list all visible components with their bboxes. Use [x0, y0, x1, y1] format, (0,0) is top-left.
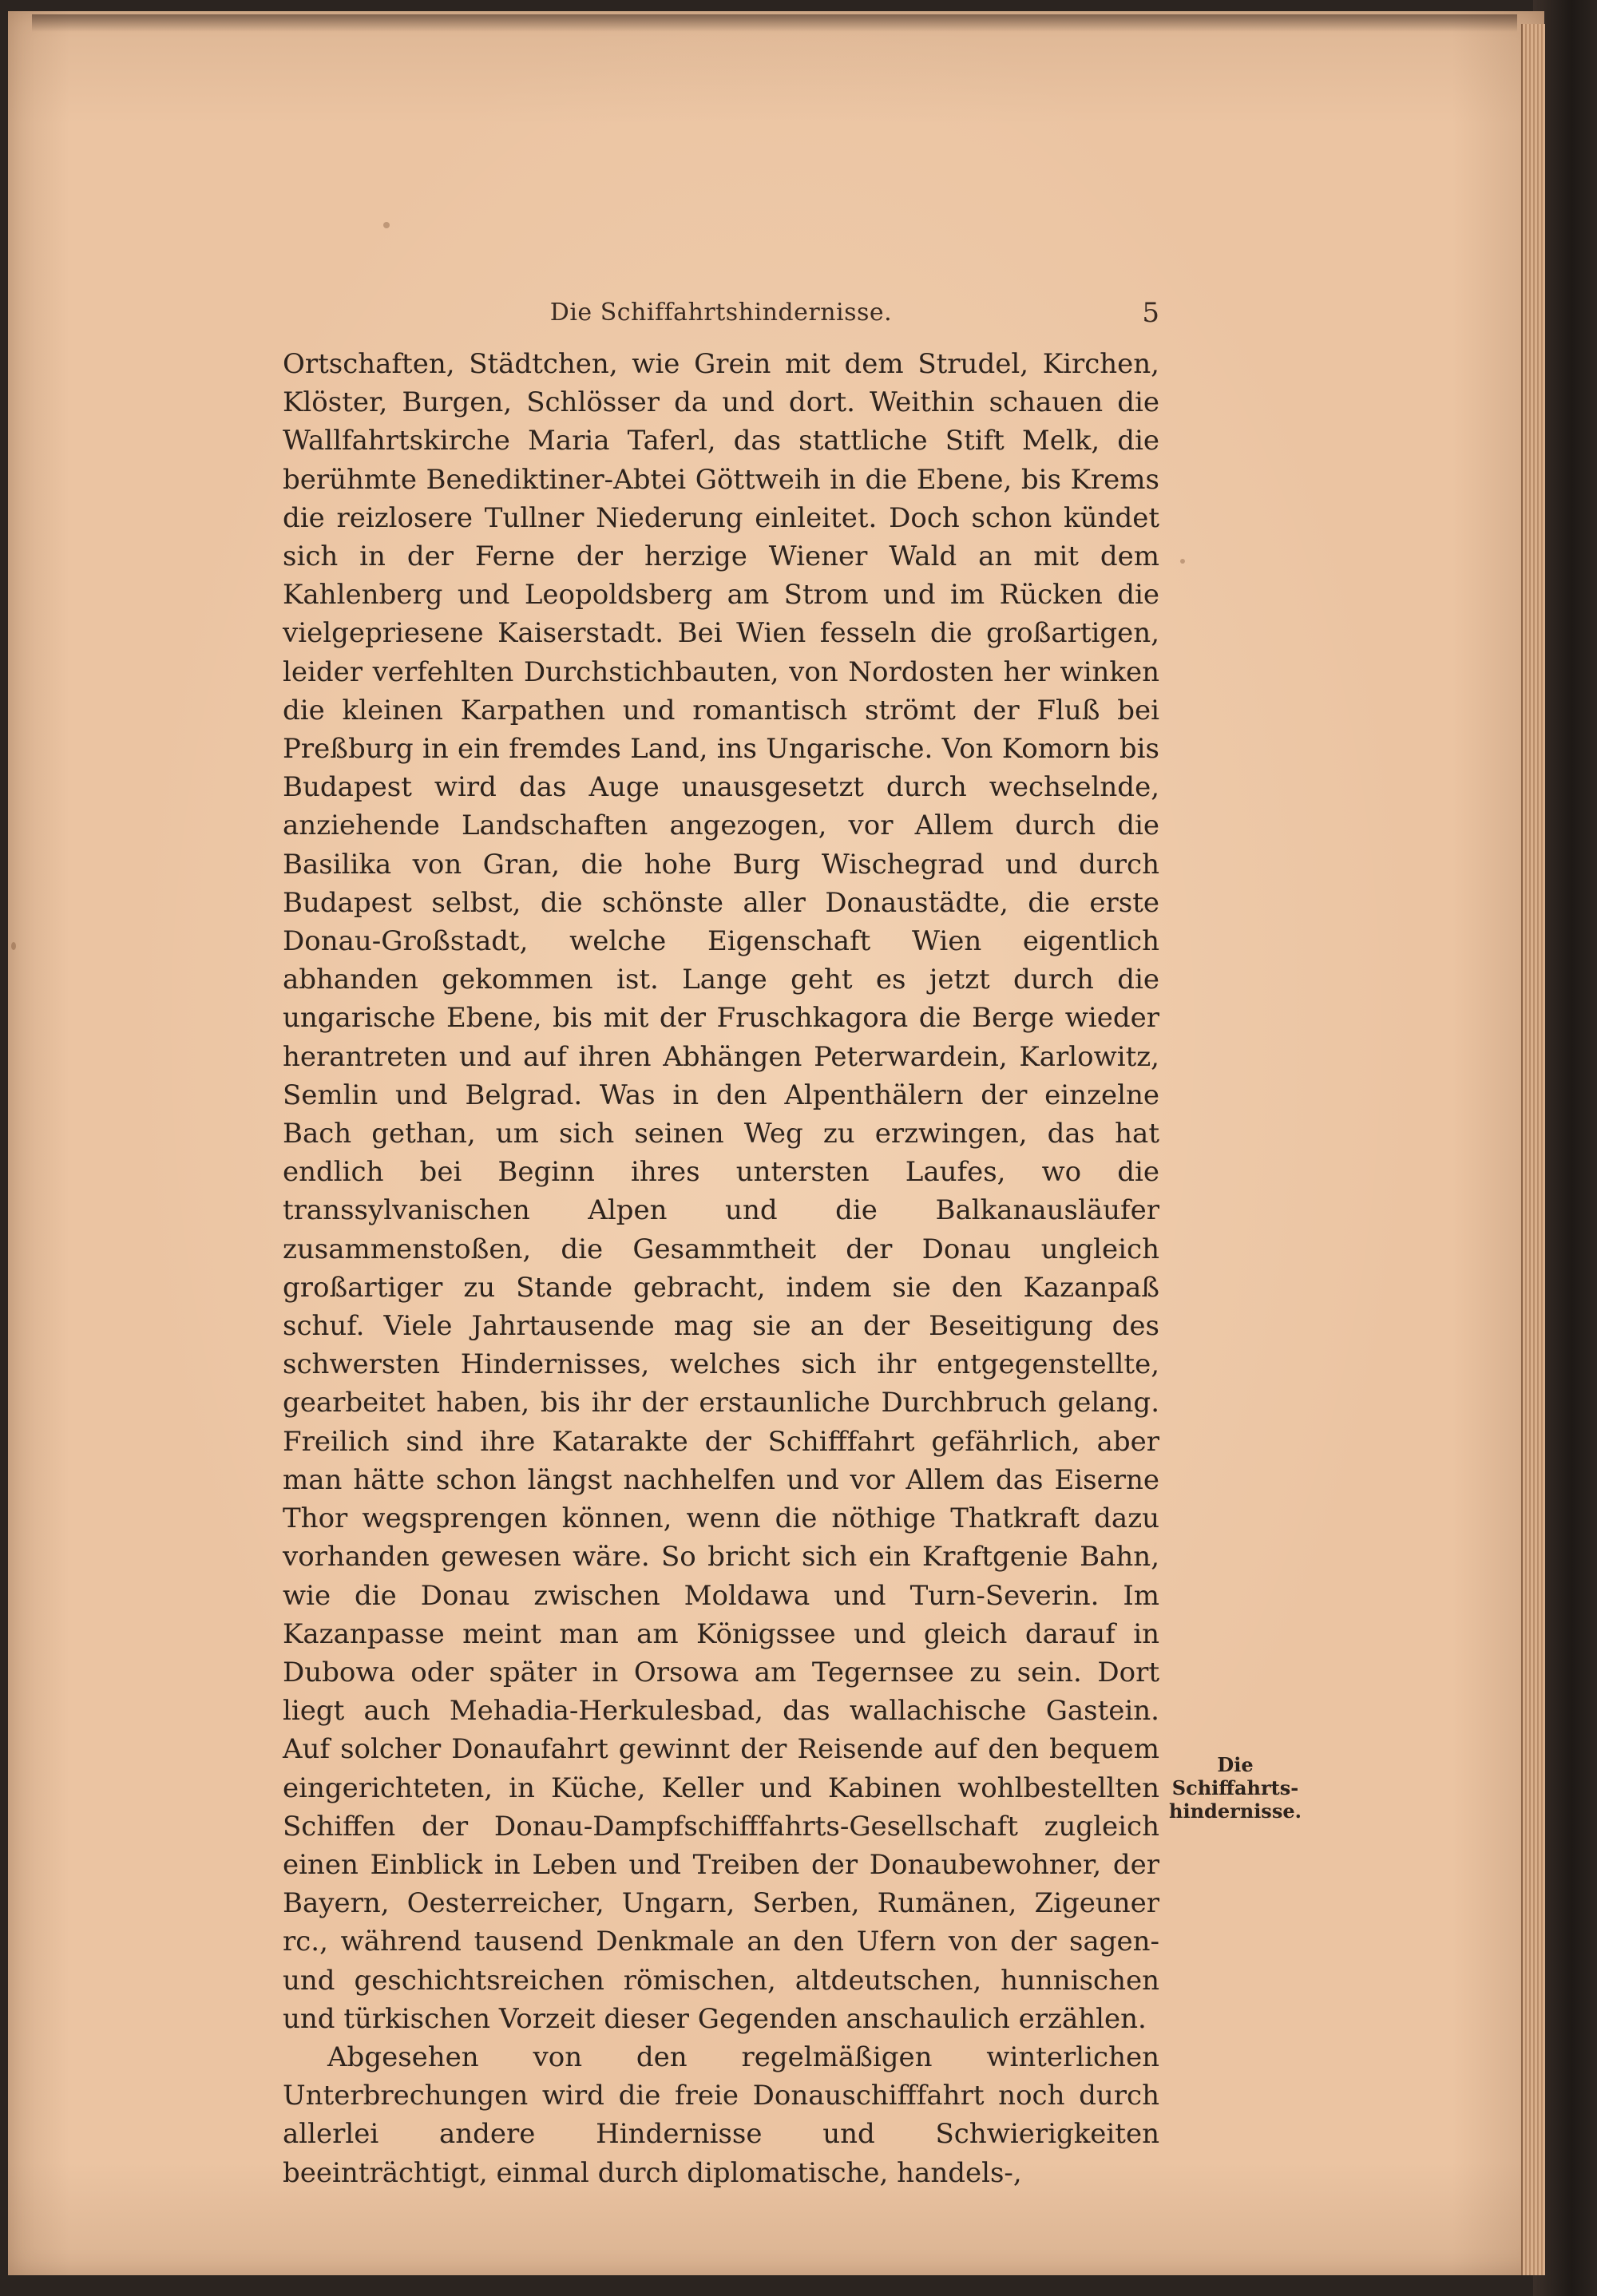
paper-spot	[1180, 559, 1185, 564]
body-text	[283, 345, 1159, 2192]
page-edge-stack	[1521, 24, 1545, 2275]
page-number: 5	[1142, 297, 1159, 329]
binding-shadow	[32, 14, 1517, 32]
running-head: Die Schiffahrtshindernisse.	[549, 299, 893, 327]
marginal-note: Die Schiffahrts-hindernisse.	[1169, 1753, 1302, 1823]
paragraph: Abgesehen von den regelmäßigen winterlichen Unterbrechungen wird die freie Donauschifffahrt noch durch allerlei andere Hindernisse und Schwierigkeiten beeinträchtigt, einmal durch diplomatische, handels-,	[283, 2041, 1159, 2189]
paper-spot	[11, 942, 16, 950]
page-header	[283, 299, 1159, 331]
paper-spot	[383, 222, 390, 228]
paragraph-continued: Ortschaften, Städtchen, wie Grein mit dem Strudel, Kirchen, Klöster, Burgen, Schlösser da und dort. Weithin schauen die Wallfahrtskirche Maria Taferl, das stattliche Stift Melk, die berühmte Benediktiner-Abtei Göttweih in die Ebene, bis Krems die reizlosere Tullner Niederung einleitet. Doch schon kündet sich in der Ferne der herzige Wiener Wald an mit dem Kahlenberg und Leopoldsberg am Strom und im Rücken die vielgepriesene Kaiserstadt. Bei Wien fesseln die großartigen, leider verfehlten Durchstichbauten, von Nordosten her winken die kleinen Karpathen und romantisch strömt der Fluß bei Preßburg in ein fremdes Land, ins Ungarische. Von Komorn bis Budapest wird das Auge unausgesetzt durch wechselnde, anziehende Landschaften angezogen, vor Allem durch die Basilika von Gran, die hohe Burg Wischegrad und durch Budapest selbst, die schönste aller Donaustädte, die erste Donau-Großstadt, welche Eigenschaft Wien eigentlich abhanden gekommen ist. Lange geht es jetzt durch die ungarische Ebene, bis mit der Fruschkagora die Berge wieder herantreten und auf ihren Abhängen Peterwardein, Karlowitz, Semlin und Belgrad. Was in den Alpenthälern der einzelne Bach gethan, um sich seinen Weg zu erzwingen, das hat endlich bei Beginn ihres untersten Laufes, wo die transsylvanischen Alpen und die Balkanausläufer zusammenstoßen, die Gesammtheit der Donau ungleich großartiger zu Stande gebracht, indem sie den Kazanpaß schuf. Viele Jahrtausende mag sie an der Beseitigung des schwersten Hindernisses, welches sich ihr entgegenstellte, gearbeitet haben, bis ihr der erstaunliche Durchbruch gelang. Freilich sind ihre Katarakte der Schifffahrt gefährlich, aber man hätte schon längst nachhelfen und vor Allem das Eiserne Thor wegsprengen können, wenn die nöthige Thatkraft dazu vorhanden gewesen wäre. So bricht sich ein Kraftgenie Bahn, wie die Donau zwischen Moldawa und Turn-Severin. Im Kazanpasse meint man am Königssee und gleich darauf in Dubowa oder später in Orsowa am Tegernsee zu sein. Dort liegt auch Mehadia-Herkulesbad, das wallachische Gastein. Auf solcher Donaufahrt gewinnt der Reisende auf den bequem eingerichteten, in Küche, Keller und Kabinen wohlbestellten Schiffen der Donau-Dampfschifffahrts-Gesellschaft zugleich einen Einblick in Leben und Treiben der Donaubewohner, der Bayern, Oesterreicher, Ungarn, Serben, Rumänen, Zigeuner rc., während tausend Denkmale an den Ufern von der sagen- und geschichtsreichen römischen, altdeutschen, hunnischen und türkischen Vorzeit dieser Gegenden anschaulich erzählen.	[283, 348, 1159, 2035]
